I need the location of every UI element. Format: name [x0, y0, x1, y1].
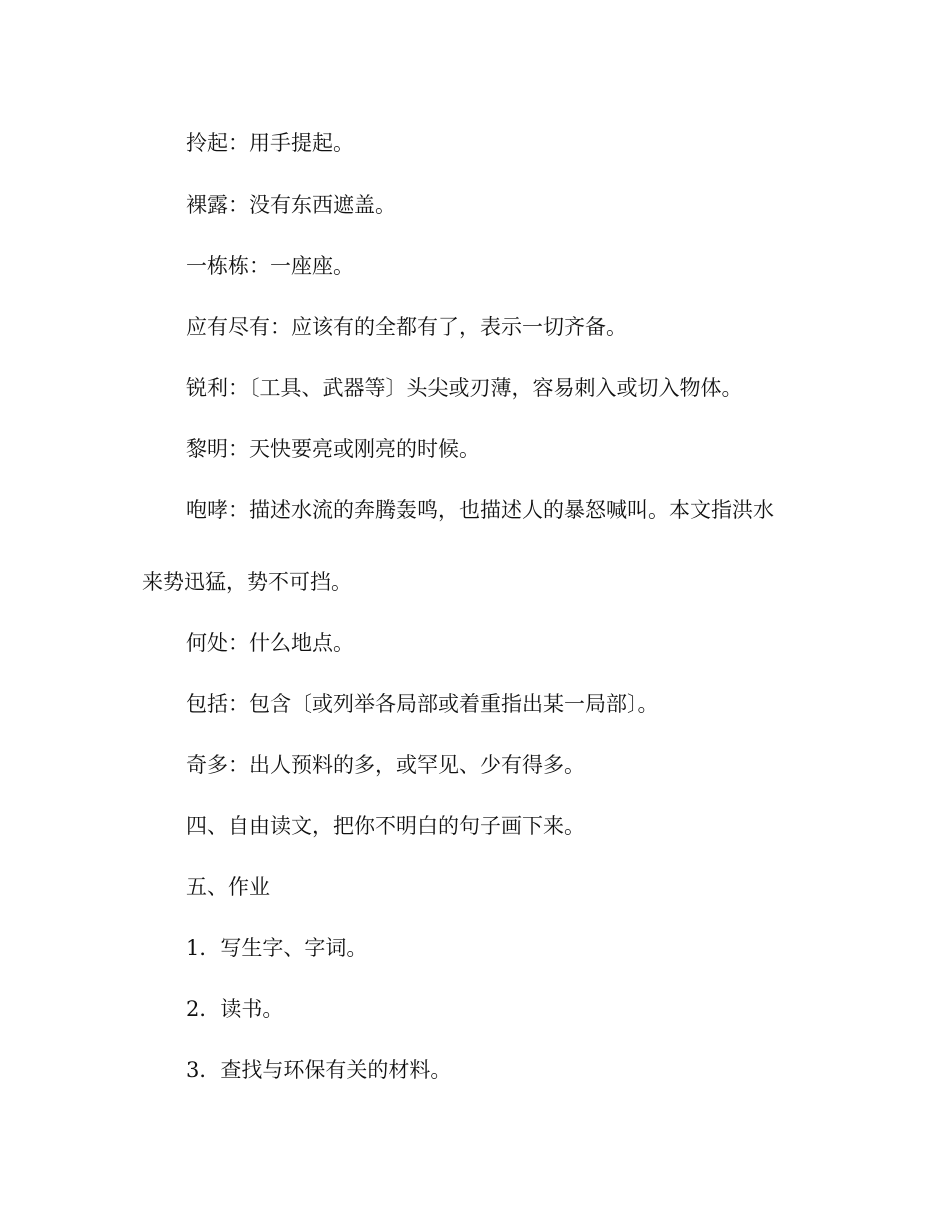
definition-baokuo: 包括：包含〔或列举各局部或着重指出某一局部〕。: [186, 692, 659, 716]
definition-paoxiao-line-1: 咆哮：描述水流的奔腾轰鸣，也描述人的暴怒喊叫。本文指洪水: [186, 498, 774, 522]
homework-item-3: 3．查找与环保有关的材料。: [186, 1058, 452, 1082]
definition-qiduo: 奇多：出人预料的多，或罕见、少有得多。: [186, 753, 585, 777]
definition-luolu: 裸露：没有东西遮盖。: [186, 193, 396, 217]
definition-paoxiao-line-2: 来势迅猛，势不可挡。: [142, 570, 352, 594]
step-five-homework: 五、作业: [186, 875, 270, 899]
homework-item-2: 2．读书。: [186, 997, 284, 1021]
definition-yidongdong: 一栋栋：一座座。: [186, 254, 354, 278]
definition-yingyoujinyou: 应有尽有：应该有的全都有了，表示一切齐备。: [186, 315, 627, 339]
step-four-reading: 四、自由读文，把你不明白的句子画下来。: [186, 814, 585, 838]
definition-lingqi: 拎起：用手提起。: [186, 131, 354, 155]
definition-ruili: 锐利：〔工具、武器等〕头尖或刃薄，容易刺入或切入物体。: [186, 376, 743, 400]
definition-hechu: 何处：什么地点。: [186, 631, 354, 655]
definition-liming: 黎明：天快要亮或刚亮的时候。: [186, 437, 480, 461]
homework-item-1: 1．写生字、字词。: [186, 936, 368, 960]
